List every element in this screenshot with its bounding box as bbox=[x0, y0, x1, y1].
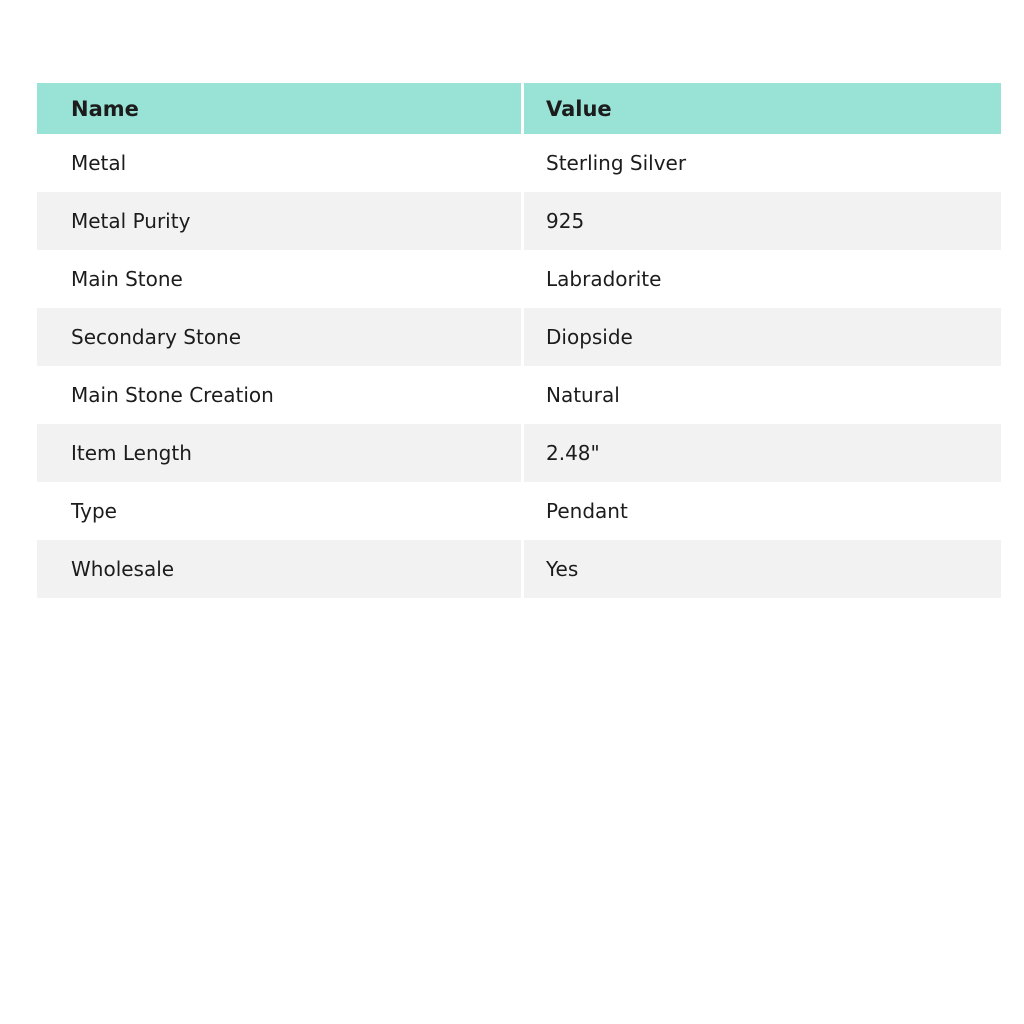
table-header-row bbox=[37, 83, 1001, 134]
row-value-cell: 2.48" bbox=[546, 441, 600, 465]
row-name-cell: Metal Purity bbox=[37, 192, 524, 250]
row-name-cell: Main Stone Creation bbox=[37, 366, 524, 424]
spec-table bbox=[37, 83, 1001, 598]
column-header-value: Value bbox=[546, 96, 612, 121]
row-value-cell: Sterling Silver bbox=[546, 151, 687, 175]
column-header-name: Name bbox=[37, 83, 524, 134]
row-value-cell: Natural bbox=[546, 383, 620, 407]
row-name-cell: Secondary Stone bbox=[37, 308, 524, 366]
row-name-cell: Item Length bbox=[37, 424, 524, 482]
table-row bbox=[37, 424, 1001, 482]
table-row bbox=[37, 308, 1001, 366]
table-row bbox=[37, 540, 1001, 598]
row-name-cell: Main Stone bbox=[37, 250, 524, 308]
row-value-cell: 925 bbox=[546, 209, 585, 233]
row-value-cell: Yes bbox=[546, 557, 579, 581]
row-name-cell: Metal bbox=[37, 134, 524, 192]
table-row bbox=[37, 482, 1001, 540]
row-value-cell: Pendant bbox=[546, 499, 628, 523]
table-row bbox=[37, 192, 1001, 250]
row-value-cell: Labradorite bbox=[546, 267, 662, 291]
row-value-cell: Diopside bbox=[546, 325, 633, 349]
table-row bbox=[37, 250, 1001, 308]
table-row bbox=[37, 134, 1001, 192]
row-name-cell: Type bbox=[37, 482, 524, 540]
row-name-cell: Wholesale bbox=[37, 540, 524, 598]
table-row bbox=[37, 366, 1001, 424]
